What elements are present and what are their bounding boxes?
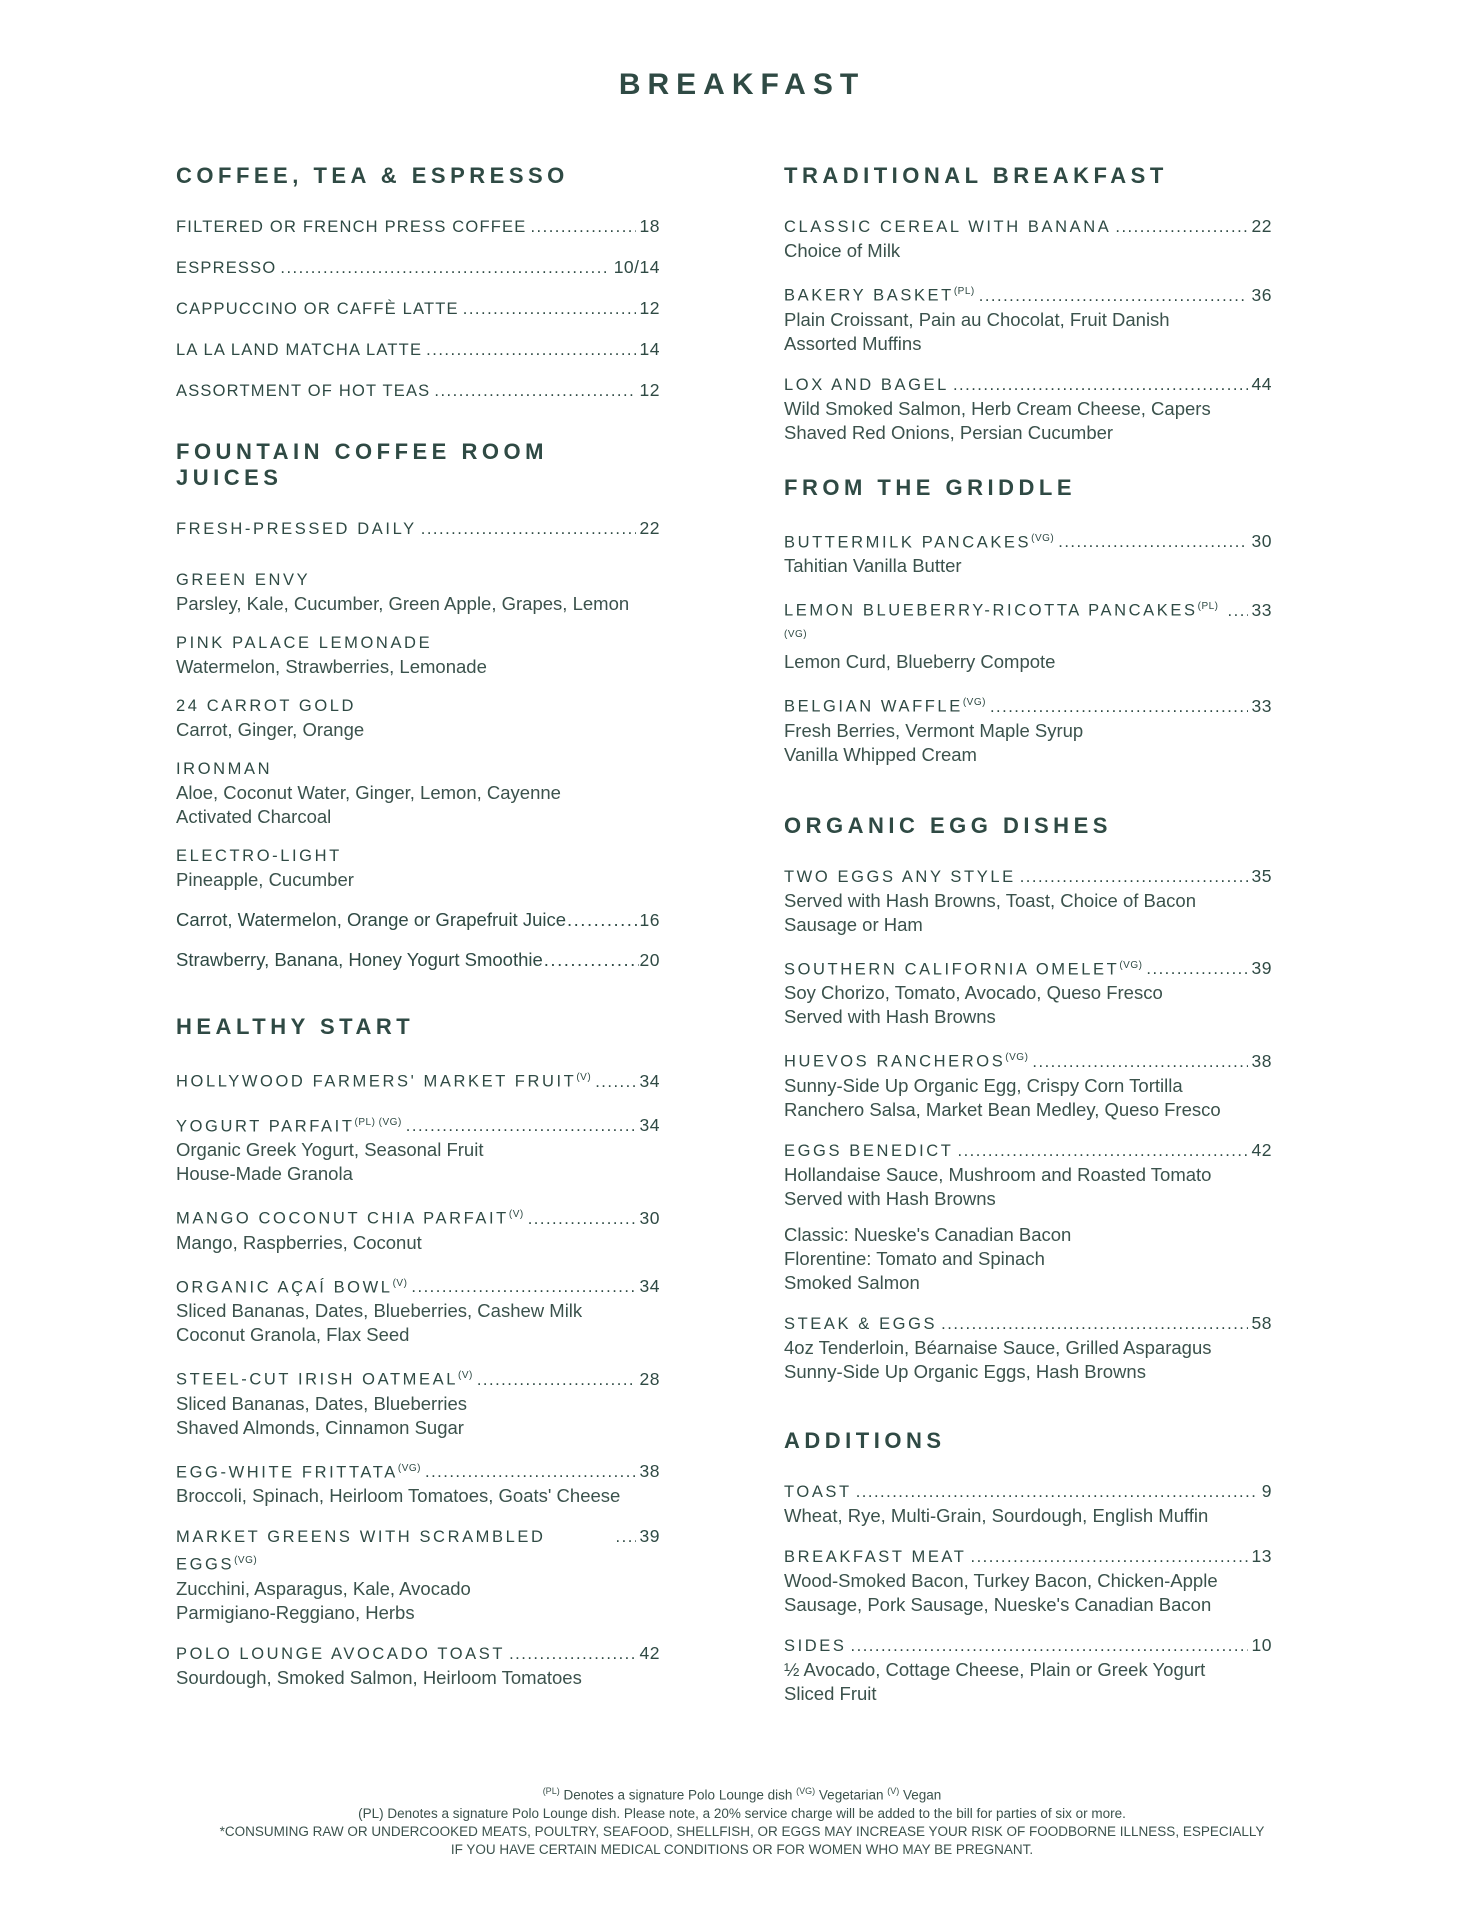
item-price: 38 bbox=[639, 1461, 660, 1481]
section-title-griddle: FROM THE GRIDDLE bbox=[784, 474, 1076, 500]
item-price: 10/14 bbox=[613, 257, 660, 277]
legend-vg-tag: (VG) bbox=[796, 1786, 816, 1796]
section-title-healthy: HEALTHY START bbox=[176, 1014, 415, 1039]
item-desc: Wild Smoked Salmon, Herb Cream Cheese, Capers bbox=[784, 397, 1211, 419]
legend-vg-text: Vegetarian bbox=[818, 1787, 884, 1803]
item-tag: (V) bbox=[576, 1072, 592, 1083]
left-column bbox=[176, 163, 660, 1707]
item-price: 42 bbox=[1251, 1139, 1272, 1160]
menu-item bbox=[176, 297, 660, 321]
item-desc: Florentine: Tomato and Spinach bbox=[784, 1247, 1045, 1269]
item-desc: Hollandaise Sauce, Mushroom and Roasted Tomato bbox=[784, 1163, 1212, 1185]
service-charge-note: (PL) Denotes a signature Polo Lounge dish. Please note, a 20% service charge will be added to the bill for parties of six or more. bbox=[358, 1805, 1126, 1821]
item-price: 35 bbox=[1251, 865, 1272, 886]
item-tag: (V) bbox=[392, 1277, 408, 1289]
item-name: EGGS BENEDICT bbox=[784, 1141, 954, 1160]
menu-item bbox=[176, 215, 660, 239]
item-name: PINK PALACE LEMONADE bbox=[176, 634, 433, 652]
menu-item-juice bbox=[176, 908, 660, 932]
item-desc: Activated Charcoal bbox=[176, 806, 332, 827]
item-desc: Served with Hash Browns bbox=[784, 1006, 996, 1027]
item-name: FILTERED OR FRENCH PRESS COFFEE bbox=[176, 218, 527, 236]
item-price: 33 bbox=[1251, 599, 1272, 620]
section-title-additions: ADDITIONS bbox=[784, 1427, 946, 1453]
item-desc: 4oz Tenderloin, Béarnaise Sauce, Grilled Asparagus bbox=[784, 1336, 1212, 1358]
item-desc: Parsley, Kale, Cucumber, Green Apple, Grapes, Lemon bbox=[176, 593, 630, 614]
item-desc: Choice of Milk bbox=[784, 240, 901, 261]
menu-item bbox=[784, 280, 1272, 356]
item-tag: (V) bbox=[508, 1209, 524, 1220]
menu-item bbox=[176, 569, 660, 616]
menu-item bbox=[784, 1480, 1272, 1528]
item-desc: Aloe, Coconut Water, Ginger, Lemon, Cayenne bbox=[176, 782, 561, 803]
item-price: 28 bbox=[639, 1368, 660, 1389]
item-name: STEEL-CUT IRISH $OATMEAL^{(V)}$ bbox=[176, 1370, 473, 1389]
item-desc: Organic Greek Yogurt, Seasonal Fruit bbox=[176, 1139, 484, 1160]
menu-item-smoothie bbox=[176, 948, 660, 972]
section-title-eggs: ORGANIC EGG DISHES bbox=[784, 812, 1112, 838]
item-tag: (VG) bbox=[1005, 1052, 1029, 1063]
item-name: Strawberry, Banana, Honey Yogurt Smoothie bbox=[176, 949, 543, 970]
item-desc: Mango, Raspberries, Coconut bbox=[176, 1231, 422, 1253]
item-desc: Zucchini, Asparagus, Kale, Avocado bbox=[176, 1577, 471, 1599]
item-desc: Sourdough, Smoked Salmon, Heirloom Tomatoes bbox=[176, 1666, 582, 1688]
item-price: 34 bbox=[639, 1070, 660, 1091]
item-name: STEAK & EGGS bbox=[784, 1314, 938, 1333]
item-price: 58 bbox=[1251, 1312, 1272, 1333]
legend-pl-text: Denotes a signature Polo Lounge dish bbox=[563, 1787, 793, 1803]
item-name: IRONMAN bbox=[176, 760, 273, 778]
menu-item bbox=[176, 338, 660, 362]
item-desc: Served with Hash Browns, Toast, Choice of Bacon bbox=[784, 889, 1197, 911]
item-price: 18 bbox=[639, 216, 660, 236]
item-desc: Soy Chorizo, Tomato, Avocado, Queso Fresco bbox=[784, 982, 1163, 1003]
item-name: 24 CARROT GOLD bbox=[176, 697, 357, 715]
item-desc: Parmigiano-Reggiano, Herbs bbox=[176, 1601, 415, 1623]
item-desc: Sliced Bananas, Dates, Blueberries, Cashew Milk bbox=[176, 1300, 583, 1321]
menu-item bbox=[784, 1634, 1272, 1706]
footer-notes bbox=[0, 1782, 1484, 1859]
item-price: 44 bbox=[1251, 373, 1272, 394]
menu-item bbox=[784, 1139, 1272, 1295]
item-price: 22 bbox=[1251, 216, 1272, 236]
item-price: 13 bbox=[1251, 1545, 1272, 1566]
item-name: SOUTHERN CALIFORNIA $OMELET^{(VG)}$ bbox=[784, 959, 1143, 978]
section-title-coffee: COFFEE, TEA & ESPRESSO bbox=[176, 163, 569, 188]
item-tag: (PL) (VG) bbox=[354, 1116, 402, 1128]
item-name: ASSORTMENT OF HOT TEAS bbox=[176, 382, 431, 400]
item-price: 12 bbox=[639, 380, 660, 400]
item-price: 36 bbox=[1251, 284, 1272, 305]
menu-item bbox=[176, 758, 660, 829]
item-name: GREEN ENVY bbox=[176, 571, 311, 589]
item-tag: (VG) bbox=[1119, 959, 1143, 971]
menu-item bbox=[784, 595, 1272, 674]
item-desc: House-Made Granola bbox=[176, 1163, 353, 1184]
legend-v-text: Vegan bbox=[903, 1787, 942, 1803]
item-price: 16 bbox=[639, 910, 660, 930]
menu-item bbox=[784, 527, 1272, 579]
menu-item bbox=[784, 1545, 1272, 1617]
right-column bbox=[784, 163, 1272, 1723]
item-price: 14 bbox=[639, 339, 660, 359]
section-title-traditional: TRADITIONAL BREAKFAST bbox=[784, 163, 1168, 188]
item-price: 39 bbox=[639, 1526, 660, 1546]
item-desc: Broccoli, Spinach, Heirloom Tomatoes, Goats' Cheese bbox=[176, 1485, 621, 1506]
menu-item bbox=[784, 865, 1272, 937]
item-name: BUTTERMILK $PANCAKES^{(VG)}$ bbox=[784, 532, 1055, 551]
menu-item bbox=[784, 215, 1272, 263]
item-price: 9 bbox=[1261, 1480, 1272, 1501]
item-name: BREAKFAST MEAT bbox=[784, 1547, 967, 1566]
item-price: 39 bbox=[1251, 958, 1272, 978]
item-desc: Coconut Granola, Flax Seed bbox=[176, 1324, 410, 1345]
menu-item bbox=[176, 845, 660, 892]
item-desc: Shaved Red Onions, Persian Cucumber bbox=[784, 421, 1114, 443]
item-price: 22 bbox=[639, 518, 660, 538]
menu-item bbox=[176, 632, 660, 679]
item-desc: Wheat, Rye, Multi-Grain, Sourdough, English Muffin bbox=[784, 1504, 1209, 1526]
item-tag: (VG) bbox=[234, 1555, 258, 1566]
item-desc: Wood-Smoked Bacon, Turkey Bacon, Chicken-Apple bbox=[784, 1569, 1218, 1591]
item-desc: Carrot, Ginger, Orange bbox=[176, 719, 365, 740]
menu-item bbox=[784, 691, 1272, 767]
item-name: LA LA LAND MATCHA LATTE bbox=[176, 341, 423, 359]
item-name: HUEVOS $RANCHEROS^{(VG)}$ bbox=[784, 1052, 1029, 1071]
legend-v-tag: (V) bbox=[887, 1786, 900, 1796]
menu-item bbox=[784, 373, 1272, 445]
item-name: TOAST bbox=[784, 1482, 852, 1501]
menu-item bbox=[176, 1525, 660, 1625]
legend-pl-tag: (PL) bbox=[542, 1786, 560, 1796]
menu-item bbox=[176, 1066, 660, 1094]
item-desc: Sliced Bananas, Dates, Blueberries bbox=[176, 1392, 468, 1414]
item-name: ELECTRO-LIGHT bbox=[176, 847, 342, 865]
legend-line bbox=[0, 1782, 1484, 1805]
menu-item bbox=[176, 379, 660, 403]
item-name: BAKERY $BASKET^{(PL)}$ bbox=[784, 286, 975, 305]
menu-item bbox=[176, 1111, 660, 1187]
item-price: 38 bbox=[1251, 1050, 1272, 1071]
item-price: 20 bbox=[639, 950, 660, 970]
item-desc: Sausage or Ham bbox=[784, 913, 923, 935]
item-desc: Sausage, Pork Sausage, Nueske's Canadian Bacon bbox=[784, 1593, 1212, 1615]
item-price: 30 bbox=[1251, 531, 1272, 551]
coffee-list bbox=[176, 215, 660, 403]
item-desc: Ranchero Salsa, Market Bean Medley, Queso Fresco bbox=[784, 1098, 1221, 1120]
item-name: EGG-WHITE $FRITTATA^{(VG)}$ bbox=[176, 1462, 421, 1481]
item-price: 30 bbox=[639, 1207, 660, 1228]
menu-item bbox=[784, 954, 1272, 1030]
item-desc: Sunny-Side Up Organic Eggs, Hash Browns bbox=[784, 1360, 1146, 1382]
item-desc: Sliced Fruit bbox=[784, 1682, 877, 1704]
item-name: FRESH-PRESSED DAILY bbox=[176, 520, 417, 538]
menu-item bbox=[176, 1642, 660, 1690]
menu-item bbox=[176, 1203, 660, 1255]
item-desc: Tahitian Vanilla Butter bbox=[784, 555, 962, 576]
menu-item bbox=[784, 1046, 1272, 1122]
item-name: SIDES bbox=[784, 1636, 847, 1655]
menu-item bbox=[176, 256, 660, 280]
item-tag: (PL) (VG) bbox=[784, 601, 1219, 640]
item-desc: Sunny-Side Up Organic Egg, Crispy Corn Tortilla bbox=[784, 1074, 1183, 1096]
item-name: TWO EGGS ANY STYLE bbox=[784, 867, 1016, 886]
item-name: POLO LOUNGE AVOCADO TOAST bbox=[176, 1644, 506, 1663]
item-name: LEMON BLUEBERRY-RICOTTA $PANCAKES^{(PL) (VG)}$ bbox=[784, 601, 1219, 640]
item-desc: Plain Croissant, Pain au Chocolat, Fruit Danish bbox=[784, 308, 1170, 330]
menu-item bbox=[176, 1364, 660, 1440]
item-tag: (VG) bbox=[397, 1462, 421, 1474]
section-title-juices: FOUNTAIN COFFEE ROOM JUICES bbox=[176, 439, 548, 490]
item-name: MANGO COCONUT CHIA $PARFAIT^{(V)}$ bbox=[176, 1209, 524, 1228]
item-desc: Served with Hash Browns bbox=[784, 1187, 996, 1209]
item-name: HOLLYWOOD FARMERS' MARKET $FRUIT^{(V)}$ bbox=[176, 1072, 592, 1091]
item-price: 10 bbox=[1251, 1634, 1272, 1655]
item-name: CLASSIC CEREAL WITH BANANA bbox=[784, 218, 1112, 236]
item-name: CAPPUCCINO OR CAFFÈ LATTE bbox=[176, 300, 459, 318]
page-title: BREAKFAST bbox=[618, 68, 866, 101]
item-price: 12 bbox=[639, 298, 660, 318]
item-desc: Assorted Muffins bbox=[784, 332, 922, 354]
item-desc: Smoked Salmon bbox=[784, 1271, 920, 1293]
item-name: Carrot, Watermelon, Orange or Grapefruit Juice bbox=[176, 909, 567, 930]
menu-item bbox=[176, 1272, 660, 1348]
item-price: 34 bbox=[639, 1276, 660, 1296]
menu-item bbox=[784, 1312, 1272, 1384]
menu-item-fresh-pressed bbox=[176, 517, 660, 541]
item-price: 42 bbox=[639, 1642, 660, 1663]
item-name: LOX AND BAGEL bbox=[784, 375, 949, 394]
item-desc: Vanilla Whipped Cream bbox=[784, 743, 977, 765]
item-tag: (PL) bbox=[953, 286, 975, 297]
item-name: MARKET GREENS WITH SCRAMBLED $EGGS^{(VG)}$ bbox=[176, 1528, 546, 1574]
item-desc: Pineapple, Cucumber bbox=[176, 869, 354, 890]
item-desc: Lemon Curd, Blueberry Compote bbox=[784, 651, 1056, 672]
item-name: BELGIAN $WAFFLE^{(VG)}$ bbox=[784, 697, 986, 716]
item-name: ORGANIC AÇAÍ $BOWL^{(V)}$ bbox=[176, 1277, 408, 1296]
item-name: ESPRESSO bbox=[176, 259, 277, 277]
menu-item bbox=[176, 1457, 660, 1509]
menu-item bbox=[176, 695, 660, 742]
health-warning-line-2: IF YOU HAVE CERTAIN MEDICAL CONDITIONS OR FOR WOMEN WHO MAY BE PREGNANT. bbox=[450, 1841, 1034, 1857]
item-desc: ½ Avocado, Cottage Cheese, Plain or Greek Yogurt bbox=[784, 1658, 1206, 1680]
item-desc: Classic: Nueske's Canadian Bacon bbox=[784, 1223, 1072, 1245]
item-price: 34 bbox=[639, 1115, 660, 1135]
item-desc: Fresh Berries, Vermont Maple Syrup bbox=[784, 719, 1084, 741]
item-desc: Shaved Almonds, Cinnamon Sugar bbox=[176, 1416, 464, 1438]
item-name: YOGURT $PARFAIT^{(PL) (VG)}$ bbox=[176, 1116, 402, 1135]
item-tag: (VG) bbox=[962, 697, 986, 708]
item-desc: Watermelon, Strawberries, Lemonade bbox=[176, 656, 487, 677]
item-tag: (V) bbox=[457, 1370, 473, 1381]
item-tag: (VG) bbox=[1031, 532, 1055, 544]
item-price: 33 bbox=[1251, 695, 1272, 716]
health-warning-line-1: *CONSUMING RAW OR UNDERCOOKED MEATS, POULTRY, SEAFOOD, SHELLFISH, OR EGGS MAY INCREASE YOUR RISK OF FOODBORNE ILLNESS, ESPECIALLY bbox=[219, 1823, 1265, 1839]
